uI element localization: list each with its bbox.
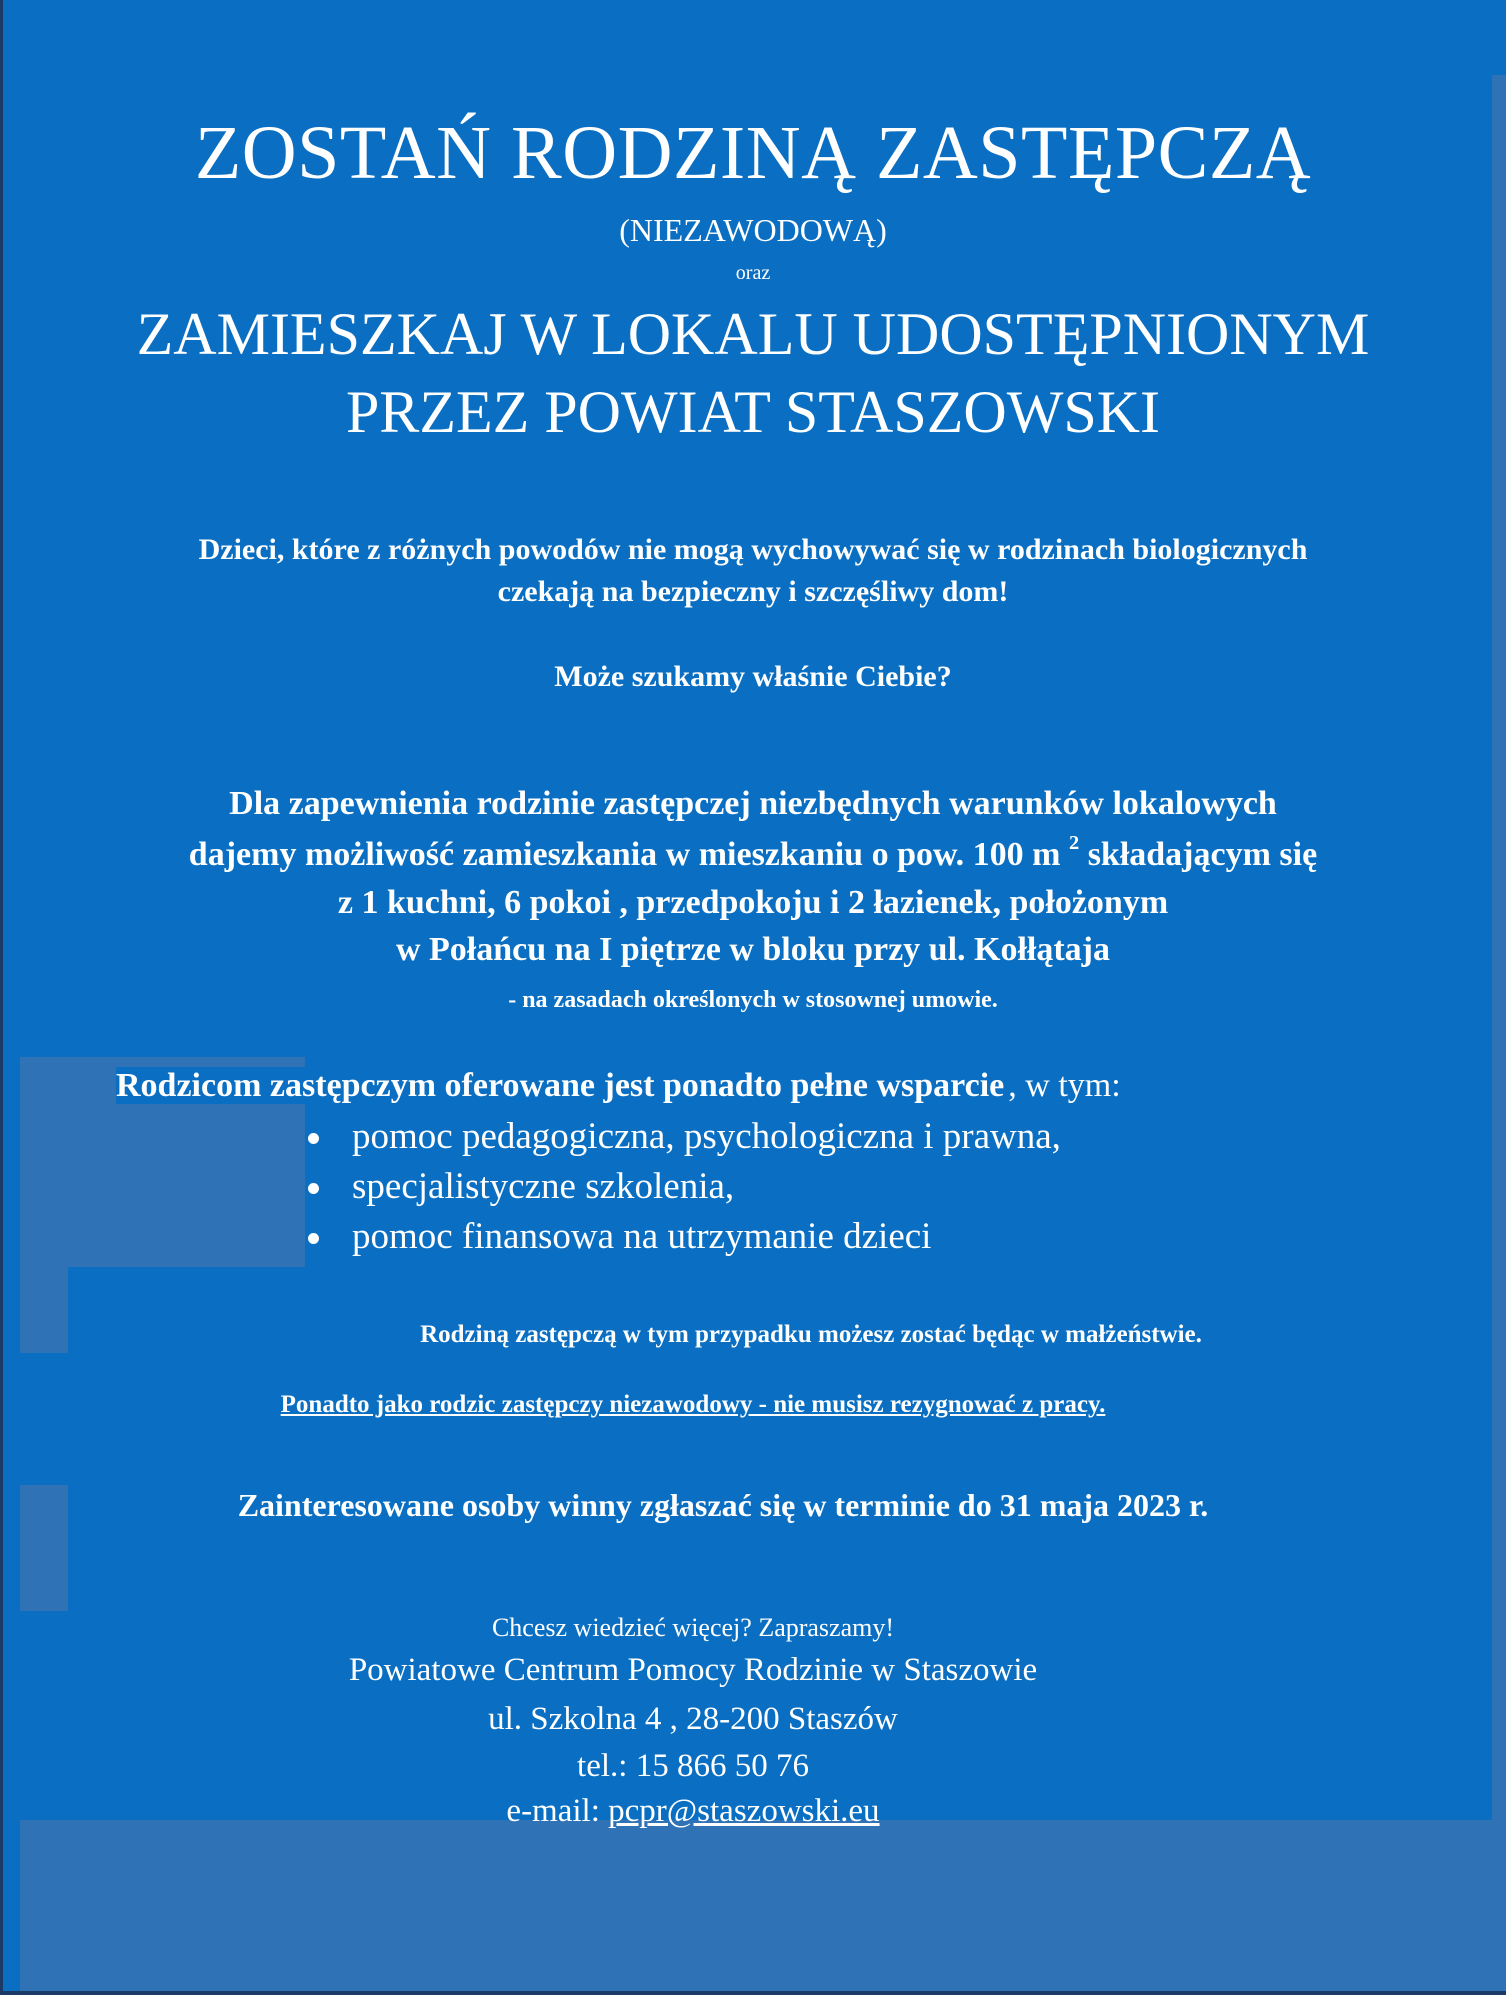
support-list-item: specjalistyczne szkolenia,: [300, 1162, 1061, 1212]
intro-line-2: czekają na bezpieczny i szczęśliwy dom!: [497, 575, 1009, 608]
housing-line-2-end: składającym się: [1079, 836, 1318, 873]
contact-email-line: [0, 1793, 1446, 1830]
contact-address: ul. Szkolna 4 , 28-200 Staszów: [488, 1701, 898, 1737]
area-superscript: 2: [1068, 832, 1080, 854]
intro-question: Może szukamy właśnie Ciebie?: [554, 660, 952, 693]
housing-line-4: w Połańcu na I piętrze w bloku przy ul. Kołłątaja: [395, 931, 1111, 968]
support-list-item: pomoc finansowa na utrzymanie dzieci: [300, 1212, 1061, 1262]
marriage-note: Rodziną zastępczą w tym przypadku możesz zostać będąc w małżeństwie.: [420, 1321, 1202, 1348]
housing-line-3: z 1 kuchni, 6 pokoi , przedpokoju i 2 łazienek, położonym: [337, 884, 1169, 921]
support-lead: [116, 1067, 1121, 1105]
subtitle: (NIEZAWODOWĄ): [619, 212, 887, 248]
housing-line-2-start: dajemy możliwość zamieszkania w mieszkaniu o pow. 100 m: [188, 836, 1069, 873]
contact-invite: Chcesz wiedzieć więcej? Zapraszamy!: [491, 1613, 895, 1642]
conjunction-text: oraz: [735, 262, 771, 284]
support-lead-bold: Rodzicom zastępczym oferowane jest ponadto pełne wsparcie: [116, 1067, 1008, 1104]
heading-line-2: PRZEZ POWIAT STASZOWSKI: [345, 379, 1161, 445]
email-link[interactable]: pcpr@staszowski.eu: [608, 1793, 880, 1829]
intro-line-1: Dzieci, które z różnych powodów nie mogą wychowywać się w rodzinach biologicznych: [198, 533, 1308, 566]
housing-line-1: Dla zapewnienia rodzinie zastępczej niezbędnych warunków lokalowych: [229, 785, 1277, 822]
housing-line-2: [0, 832, 1506, 874]
support-list: [300, 1112, 1061, 1262]
contact-organization: Powiatowe Centrum Pomocy Rodzinie w Staszowie: [348, 1652, 1038, 1688]
work-note: Ponadto jako rodzic zastępczy niezawodowy - nie musisz rezygnować z pracy.: [280, 1391, 1106, 1418]
support-lead-rest: , w tym:: [1008, 1067, 1121, 1104]
support-list-item: pomoc pedagogiczna, psychologiczna i prawna,: [300, 1112, 1061, 1162]
email-label: e-mail:: [506, 1793, 609, 1829]
deadline-note: Zainteresowane osoby winny zgłaszać się w terminie do 31 maja 2023 r.: [237, 1487, 1209, 1523]
heading-line-1: ZAMIESZKAJ W LOKALU UDOSTĘPNIONYM: [136, 301, 1370, 367]
main-title: ZOSTAŃ RODZINĄ ZASTĘPCZĄ: [194, 111, 1312, 195]
housing-line-5: - na zasadach określonych w stosownej umowie.: [508, 987, 998, 1013]
contact-phone: tel.: 15 866 50 76: [577, 1748, 809, 1784]
